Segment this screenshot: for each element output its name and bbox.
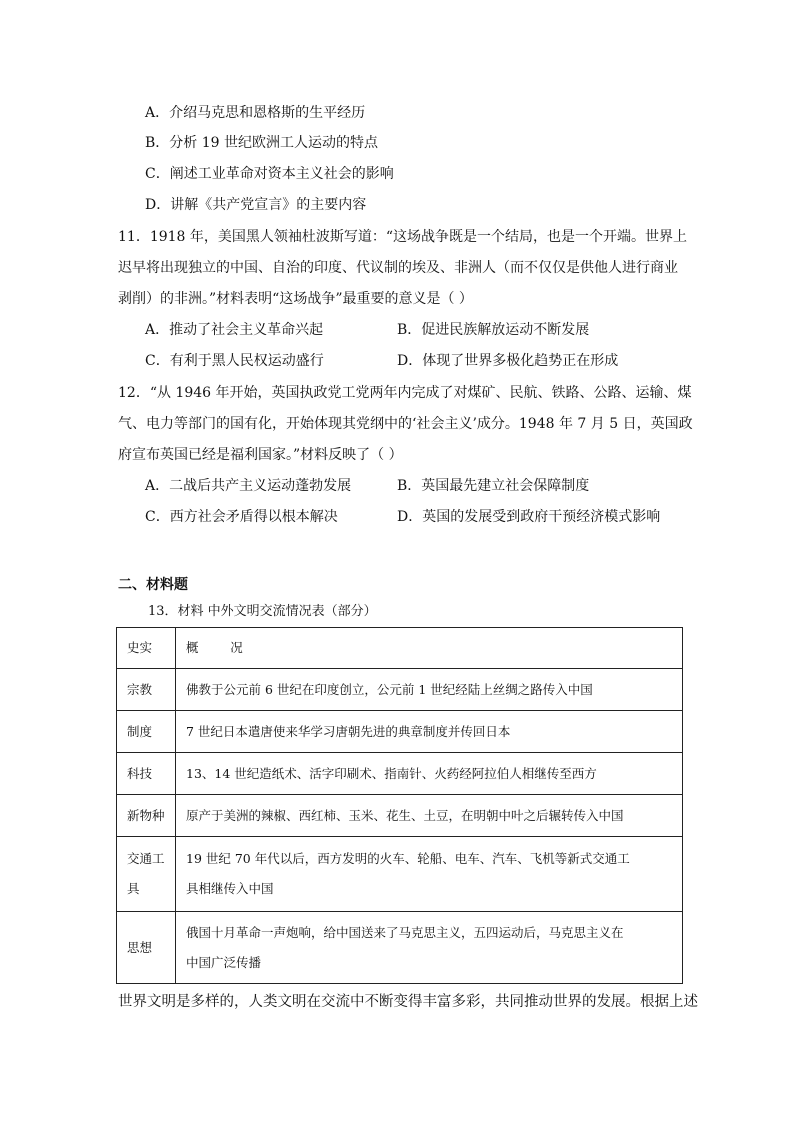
row-content: 13、14 世纪造纸术、活字印刷术、指南针、火药经阿拉伯人相继传至西方: [176, 753, 683, 795]
table-row: [117, 711, 683, 753]
q12-option-d: D．英国的发展受到政府干预经济模式影响: [397, 509, 661, 525]
q10-option-c: C．阐述工业革命对资本主义社会的影响: [145, 166, 394, 182]
row-content-line1: 19 世纪 70 年代以后，西方发明的火车、轮船、电车、汽车、飞机等新式交通工: [186, 851, 630, 866]
q11-stem-line1: 11．1918 年，美国黑人领袖杜波斯写道：“这场战争既是一个结局，也是一个开端。世界上: [118, 229, 688, 245]
row-content: 7 世纪日本遣唐使来华学习唐朝先进的典章制度并传回日本: [176, 711, 683, 753]
q11-option-c: C．有利于黑人民权运动盛行: [145, 353, 324, 369]
row-label-line2: 具: [127, 881, 140, 896]
table-row: [117, 669, 683, 711]
q11-option-a: A．推动了社会主义革命兴起: [145, 322, 324, 338]
q12-stem-line2: 气、电力等部门的国有化，开始体现其党纲中的‘社会主义’成分。1948 年 7 月 5 日，英国政: [118, 416, 693, 432]
q12-stem-line3: 府宣布英国已经是福利国家。”材料反映了（ ）: [118, 447, 403, 463]
row-label: 制度: [117, 711, 176, 753]
row-content: [176, 912, 683, 984]
row-content: 原产于美洲的辣椒、西红柿、玉米、花生、土豆，在明朝中叶之后辗转传入中国: [176, 795, 683, 837]
table-row: [117, 912, 683, 984]
q12-option-a: A．二战后共产主义运动蓬勃发展: [145, 478, 352, 494]
row-label: 思想: [117, 912, 176, 984]
row-content: [176, 837, 683, 912]
row-label: [117, 837, 176, 912]
row-label: 新物种: [117, 795, 176, 837]
header-cell-shishi: 史实: [117, 628, 176, 669]
table-header-row: [117, 628, 683, 669]
q10-option-a: A．介绍马克思和恩格斯的生平经历: [145, 105, 366, 121]
q12-stem-line1: 12．“从 1946 年开始，英国执政党工党两年内完成了对煤矿、民航、铁路、公路、运输、煤: [118, 385, 692, 401]
q10-option-b: B．分析 19 世纪欧洲工人运动的特点: [145, 135, 379, 151]
q11-stem-line2: 迟早将出现独立的中国、自治的印度、代议制的埃及、非洲人（而不仅仅是供他人进行商业: [118, 260, 678, 276]
row-content-line1: 俄国十月革命一声炮响，给中国送来了马克思主义，五四运动后，马克思主义在: [186, 924, 624, 940]
row-content-line2: 具相继传入中国: [186, 881, 274, 896]
header-cell-gaikuang: 概 况: [176, 628, 683, 669]
row-content: 佛教于公元前 6 世纪在印度创立，公元前 1 世纪经陆上丝绸之路传入中国: [176, 669, 683, 711]
table-row: [117, 753, 683, 795]
section-heading: 二、材料题: [118, 577, 188, 593]
q10-option-d: D．讲解《共产党宣言》的主要内容: [145, 197, 367, 213]
q12-option-b: B．英国最先建立社会保障制度: [397, 478, 590, 494]
row-label: 科技: [117, 753, 176, 795]
table-row: [117, 837, 683, 912]
q13-caption: 13．材料 中外文明交流情况表（部分）: [148, 604, 377, 619]
row-label: 宗教: [117, 669, 176, 711]
row-content-line2: 中国广泛传播: [186, 954, 262, 970]
q11-option-b: B．促进民族解放运动不断发展: [397, 322, 590, 338]
q11-option-d: D．体现了世界多极化趋势正在形成: [397, 353, 619, 369]
q12-option-c: C．西方社会矛盾得以根本解决: [145, 509, 338, 525]
row-label-line1: 交通工: [127, 851, 165, 866]
material-footer-line: 世界文明是多样的，人类文明在交流中不断变得丰富多彩，共同推动世界的发展。根据上述: [118, 994, 698, 1010]
table-row: [117, 795, 683, 837]
exchange-table: [116, 627, 683, 984]
q11-stem-line3: 剥削）的非洲。”材料表明“这场战争”最重要的意义是（ ）: [118, 291, 473, 307]
